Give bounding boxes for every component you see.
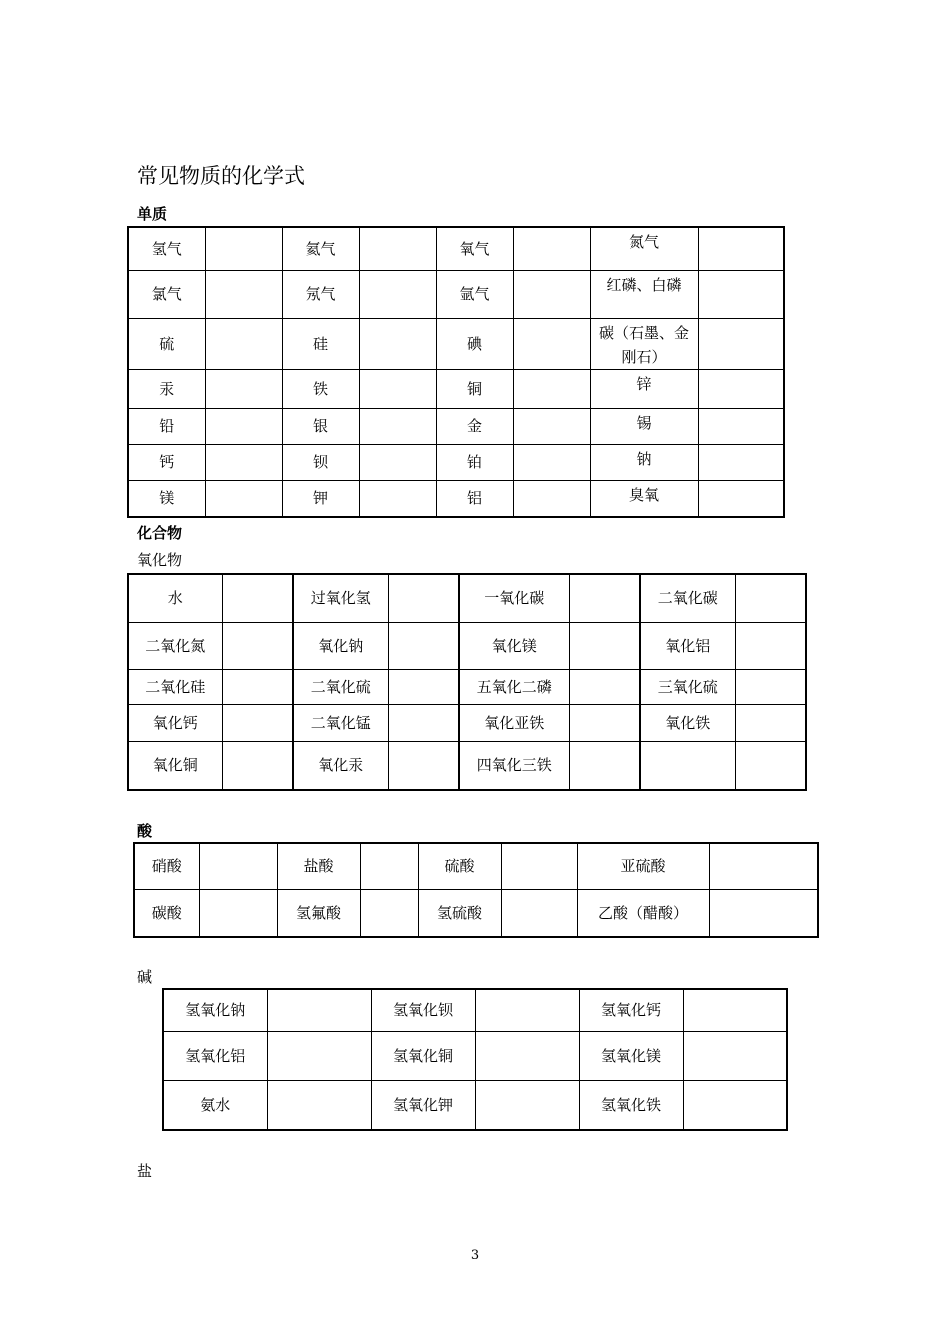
table-row xyxy=(128,622,806,669)
substance-name-cell: 氧化钠 xyxy=(293,622,388,669)
table-row xyxy=(163,1080,787,1130)
formula-blank-cell[interactable] xyxy=(698,480,784,517)
substance-name-cell: 氧化汞 xyxy=(293,741,388,790)
formula-blank-cell[interactable] xyxy=(360,889,418,937)
table-row xyxy=(128,408,784,444)
formula-blank-cell[interactable] xyxy=(501,889,577,937)
substance-name-cell: 氢硫酸 xyxy=(418,889,501,937)
substance-name-cell: 红磷、白磷 xyxy=(590,270,698,318)
substance-name-cell: 二氧化硫 xyxy=(293,669,388,704)
substance-name-cell xyxy=(640,741,735,790)
formula-blank-cell[interactable] xyxy=(698,318,784,369)
formula-blank-cell[interactable] xyxy=(513,408,590,444)
substance-name-cell: 氦气 xyxy=(282,227,359,270)
substance-name-cell: 金 xyxy=(436,408,513,444)
formula-blank-cell[interactable] xyxy=(513,227,590,270)
substance-name-cell: 亚硫酸 xyxy=(577,843,709,889)
formula-blank-cell[interactable] xyxy=(388,622,459,669)
formula-blank-cell[interactable] xyxy=(683,1031,787,1080)
formula-blank-cell[interactable] xyxy=(513,270,590,318)
table-row xyxy=(128,270,784,318)
substance-name-cell: 钾 xyxy=(282,480,359,517)
substance-name-cell: 过氧化氢 xyxy=(293,574,388,622)
substance-name-cell: 碳（石墨、金刚石） xyxy=(590,318,698,369)
table-row xyxy=(128,704,806,741)
substance-name-cell: 氢氧化钠 xyxy=(163,989,267,1031)
substance-name-cell: 氢氧化钡 xyxy=(371,989,475,1031)
formula-blank-cell[interactable] xyxy=(709,843,818,889)
table-row xyxy=(128,444,784,480)
formula-blank-cell[interactable] xyxy=(501,843,577,889)
formula-blank-cell[interactable] xyxy=(569,622,640,669)
formula-blank-cell[interactable] xyxy=(683,989,787,1031)
formula-blank-cell[interactable] xyxy=(359,227,436,270)
substance-name-cell: 四氧化三铁 xyxy=(459,741,569,790)
substance-name-cell: 钠 xyxy=(590,444,698,480)
substance-name-cell: 二氧化氮 xyxy=(128,622,222,669)
substance-name-cell: 氧化铝 xyxy=(640,622,735,669)
substance-name-cell: 三氧化硫 xyxy=(640,669,735,704)
oxides-table xyxy=(127,573,807,791)
substance-name-cell: 氢氧化铁 xyxy=(579,1080,683,1130)
formula-blank-cell[interactable] xyxy=(359,369,436,408)
substance-name-cell: 铂 xyxy=(436,444,513,480)
acids-table xyxy=(133,842,819,938)
page-title: 常见物质的化学式 xyxy=(137,164,305,188)
formula-blank-cell[interactable] xyxy=(222,669,293,704)
section-elements-heading: 单质 xyxy=(137,205,168,223)
formula-blank-cell[interactable] xyxy=(199,843,277,889)
formula-blank-cell[interactable] xyxy=(698,444,784,480)
substance-name-cell: 氢氧化钾 xyxy=(371,1080,475,1130)
substance-name-cell: 盐酸 xyxy=(277,843,360,889)
formula-blank-cell[interactable] xyxy=(205,369,282,408)
section-bases-heading: 碱 xyxy=(137,968,153,986)
formula-blank-cell[interactable] xyxy=(205,480,282,517)
substance-name-cell: 锡 xyxy=(590,408,698,444)
formula-blank-cell[interactable] xyxy=(199,889,277,937)
formula-blank-cell[interactable] xyxy=(735,574,806,622)
formula-blank-cell[interactable] xyxy=(267,1031,371,1080)
table-row xyxy=(128,741,806,790)
table-row xyxy=(128,369,784,408)
formula-blank-cell[interactable] xyxy=(205,408,282,444)
substance-name-cell: 氢氧化铝 xyxy=(163,1031,267,1080)
substance-name-cell: 氧气 xyxy=(436,227,513,270)
formula-blank-cell[interactable] xyxy=(513,318,590,369)
formula-blank-cell[interactable] xyxy=(735,741,806,790)
substance-name-cell: 水 xyxy=(128,574,222,622)
formula-blank-cell[interactable] xyxy=(709,889,818,937)
formula-blank-cell[interactable] xyxy=(698,408,784,444)
formula-blank-cell[interactable] xyxy=(267,1080,371,1130)
formula-blank-cell[interactable] xyxy=(735,704,806,741)
formula-blank-cell[interactable] xyxy=(569,574,640,622)
formula-blank-cell[interactable] xyxy=(359,408,436,444)
formula-blank-cell[interactable] xyxy=(267,989,371,1031)
substance-name-cell: 二氧化硅 xyxy=(128,669,222,704)
table-row xyxy=(134,843,818,889)
substance-name-cell: 氢气 xyxy=(128,227,205,270)
substance-name-cell: 氮气 xyxy=(590,227,698,270)
substance-name-cell: 氢氧化铜 xyxy=(371,1031,475,1080)
substance-name-cell: 氢氧化镁 xyxy=(579,1031,683,1080)
formula-blank-cell[interactable] xyxy=(222,574,293,622)
substance-name-cell: 二氧化锰 xyxy=(293,704,388,741)
substance-name-cell: 氧化亚铁 xyxy=(459,704,569,741)
formula-blank-cell[interactable] xyxy=(205,227,282,270)
formula-blank-cell[interactable] xyxy=(359,480,436,517)
substance-name-cell: 五氧化二磷 xyxy=(459,669,569,704)
substance-name-cell: 乙酸（醋酸） xyxy=(577,889,709,937)
formula-blank-cell[interactable] xyxy=(222,622,293,669)
page-number: 3 xyxy=(470,1248,480,1263)
substance-name-cell: 铜 xyxy=(436,369,513,408)
table-row xyxy=(134,889,818,937)
formula-blank-cell[interactable] xyxy=(222,741,293,790)
table-row xyxy=(128,574,806,622)
formula-blank-cell[interactable] xyxy=(698,369,784,408)
formula-blank-cell[interactable] xyxy=(513,369,590,408)
elements-table xyxy=(127,226,785,518)
formula-blank-cell[interactable] xyxy=(569,741,640,790)
substance-name-cell: 氧化钙 xyxy=(128,704,222,741)
formula-blank-cell[interactable] xyxy=(359,318,436,369)
formula-blank-cell[interactable] xyxy=(735,669,806,704)
substance-name-cell: 氯气 xyxy=(128,270,205,318)
substance-name-cell: 铁 xyxy=(282,369,359,408)
table-row xyxy=(163,989,787,1031)
substance-name-cell: 臭氧 xyxy=(590,480,698,517)
table-row xyxy=(128,480,784,517)
section-salts-heading: 盐 xyxy=(137,1162,153,1180)
formula-blank-cell[interactable] xyxy=(359,270,436,318)
table-row xyxy=(128,227,784,270)
substance-name-cell: 钡 xyxy=(282,444,359,480)
substance-name-cell: 碘 xyxy=(436,318,513,369)
formula-blank-cell[interactable] xyxy=(569,704,640,741)
substance-name-cell: 银 xyxy=(282,408,359,444)
formula-blank-cell[interactable] xyxy=(359,444,436,480)
substance-name-cell: 氩气 xyxy=(436,270,513,318)
substance-name-cell: 氢氟酸 xyxy=(277,889,360,937)
substance-name-cell: 硝酸 xyxy=(134,843,199,889)
formula-blank-cell[interactable] xyxy=(360,843,418,889)
formula-blank-cell[interactable] xyxy=(222,704,293,741)
formula-blank-cell[interactable] xyxy=(683,1080,787,1130)
formula-blank-cell[interactable] xyxy=(475,1080,579,1130)
formula-blank-cell[interactable] xyxy=(388,669,459,704)
substance-name-cell: 汞 xyxy=(128,369,205,408)
section-acids-heading: 酸 xyxy=(137,822,153,840)
substance-name-cell: 氖气 xyxy=(282,270,359,318)
formula-blank-cell[interactable] xyxy=(475,1031,579,1080)
substance-name-cell: 氢氧化钙 xyxy=(579,989,683,1031)
substance-name-cell: 氧化铜 xyxy=(128,741,222,790)
substance-name-cell: 锌 xyxy=(590,369,698,408)
section-compounds-heading: 化合物 xyxy=(137,524,183,542)
formula-blank-cell[interactable] xyxy=(475,989,579,1031)
substance-name-cell: 氧化镁 xyxy=(459,622,569,669)
substance-name-cell: 硅 xyxy=(282,318,359,369)
section-oxides-heading: 氧化物 xyxy=(137,551,183,569)
substance-name-cell: 硫酸 xyxy=(418,843,501,889)
formula-blank-cell[interactable] xyxy=(205,318,282,369)
formula-blank-cell[interactable] xyxy=(698,270,784,318)
table-row xyxy=(128,669,806,704)
bases-table xyxy=(162,988,788,1131)
formula-blank-cell[interactable] xyxy=(388,574,459,622)
formula-blank-cell[interactable] xyxy=(513,444,590,480)
substance-name-cell: 一氧化碳 xyxy=(459,574,569,622)
table-row xyxy=(163,1031,787,1080)
formula-blank-cell[interactable] xyxy=(569,669,640,704)
substance-name-cell: 铝 xyxy=(436,480,513,517)
substance-name-cell: 氨水 xyxy=(163,1080,267,1130)
substance-name-cell: 硫 xyxy=(128,318,205,369)
formula-blank-cell[interactable] xyxy=(205,270,282,318)
substance-name-cell: 钙 xyxy=(128,444,205,480)
formula-blank-cell[interactable] xyxy=(205,444,282,480)
formula-blank-cell[interactable] xyxy=(698,227,784,270)
formula-blank-cell[interactable] xyxy=(388,741,459,790)
formula-blank-cell[interactable] xyxy=(388,704,459,741)
substance-name-cell: 镁 xyxy=(128,480,205,517)
substance-name-cell: 二氧化碳 xyxy=(640,574,735,622)
substance-name-cell: 铅 xyxy=(128,408,205,444)
formula-blank-cell[interactable] xyxy=(513,480,590,517)
substance-name-cell: 碳酸 xyxy=(134,889,199,937)
substance-name-cell: 氧化铁 xyxy=(640,704,735,741)
formula-blank-cell[interactable] xyxy=(735,622,806,669)
table-row xyxy=(128,318,784,369)
